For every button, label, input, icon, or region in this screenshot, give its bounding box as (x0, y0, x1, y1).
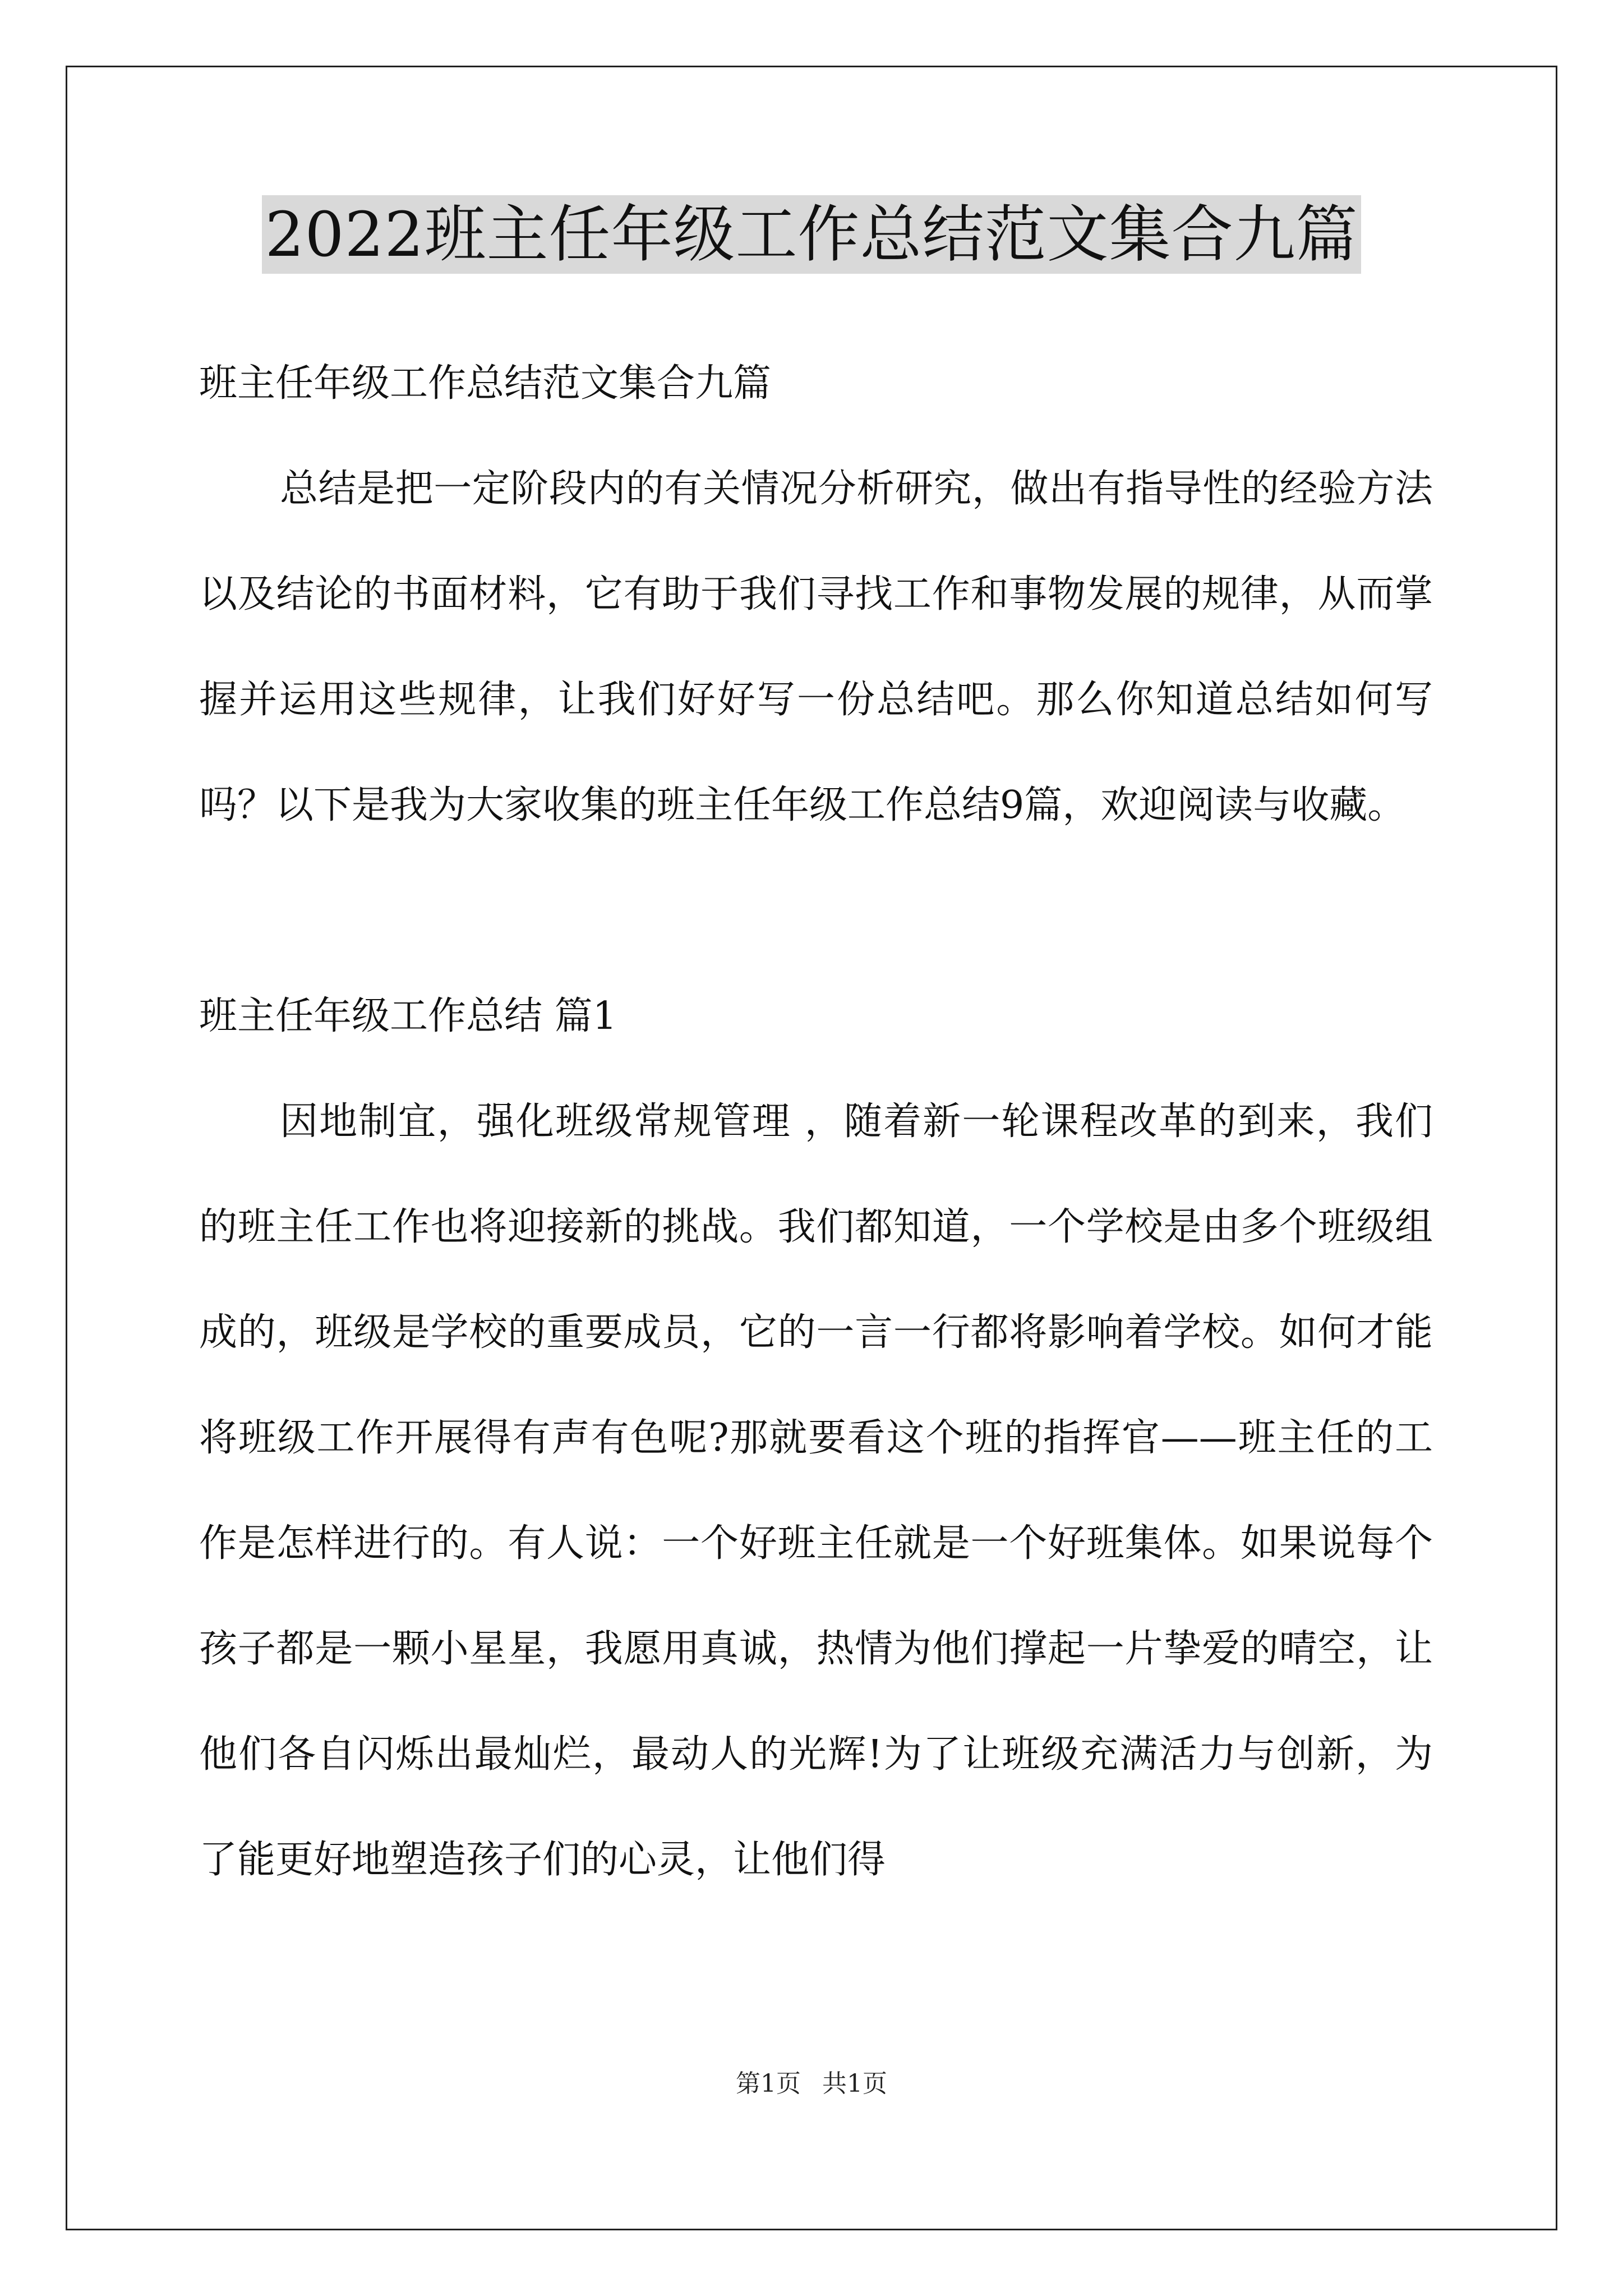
document-subtitle: 班主任年级工作总结范文集合九篇 (199, 361, 772, 406)
page-footer (0, 2067, 1623, 2101)
page-number-total: 共1页 (822, 2069, 887, 2098)
document-body (199, 331, 1433, 1913)
intro-paragraph: 总结是把一定阶段内的有关情况分析研究，做出有指导性的经验方法以及结论的书面材料，它有助于我们寻找工作和事物发展的规律，从而掌握并运用这些规律，让我们好好写一份总结吧。那么你知道总结如何写吗？以下是我为大家收集的班主任年级工作总结9篇，欢迎阅读与收藏。 (199, 467, 1433, 827)
document-title: 2022班主任年级工作总结范文集合九篇 (262, 195, 1362, 274)
section-heading: 班主任年级工作总结 篇1 (199, 994, 617, 1038)
title-container (0, 195, 1623, 274)
page-number-current: 第1页 (736, 2069, 801, 2098)
section-paragraph: 因地制宜，强化班级常规管理 ，随着新一轮课程改革的到来，我们的班主任工作也将迎接新的挑战。我们都知道，一个学校是由多个班级组成的，班级是学校的重要成员，它的一言一行都将影响着学校。如何才能将班级工作开展得有声有色呢?那就要看这个班的指挥官——班主任的工作是怎样进行的。有人说：一个好班主任就是一个好班集体。如果说每个孩子都是一颗小星星，我愿用真诚，热情为他们撑起一片挚爱的晴空，让他们各自闪烁出最灿烂，最动人的光辉!为了让班级充满活力与创新，为了能更好地塑造孩子们的心灵，让他们得 (199, 1099, 1433, 1882)
paragraph-spacer (199, 858, 1433, 964)
